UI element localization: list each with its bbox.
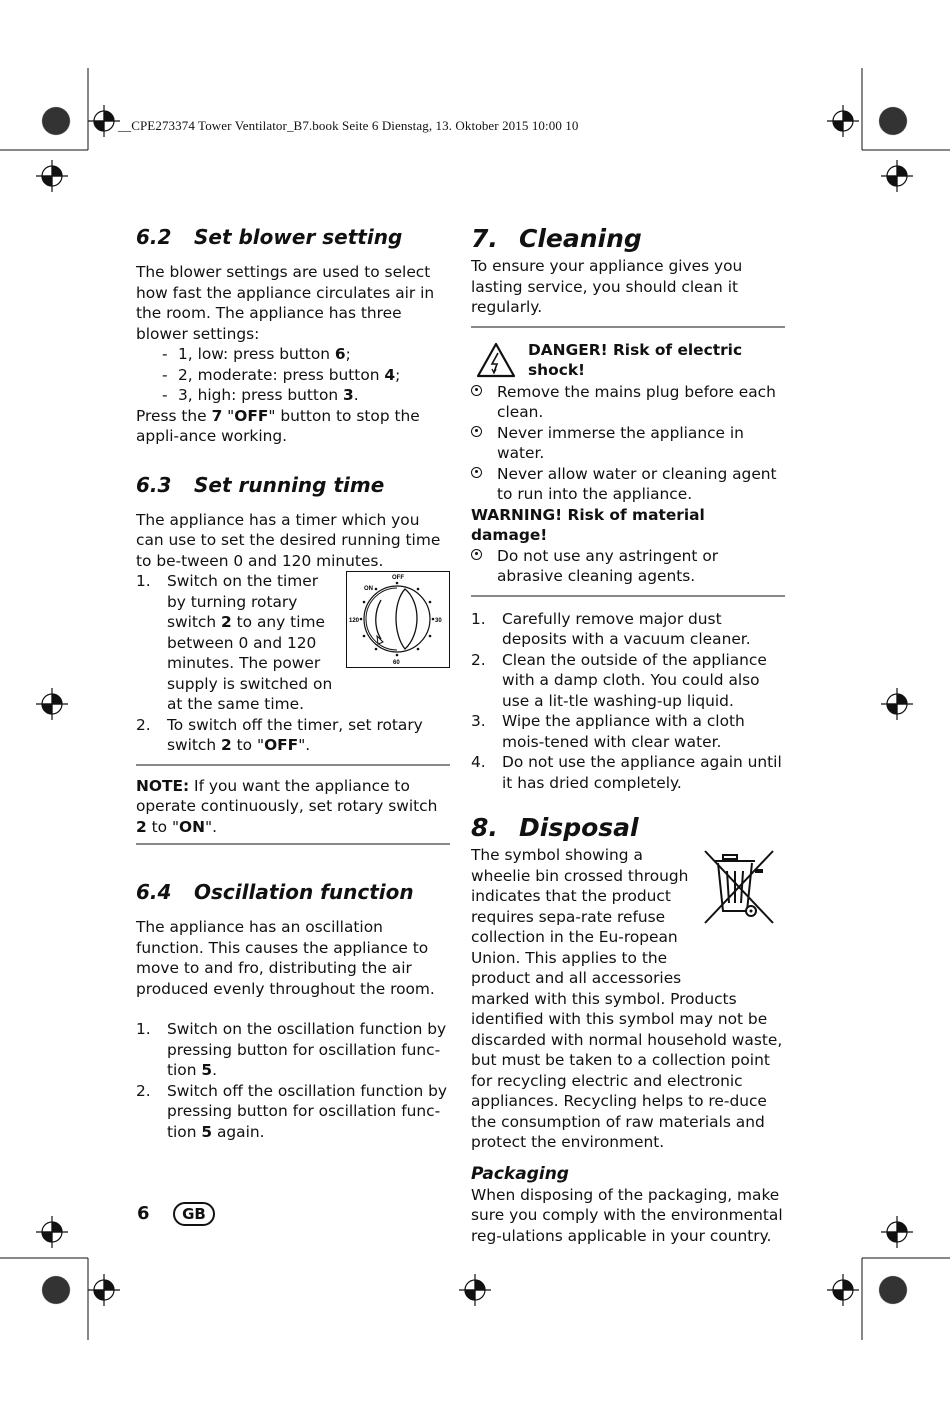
section-number: 6.2	[136, 225, 172, 249]
cleaning-steps-list	[471, 609, 785, 794]
list-item: Never immerse the appliance in water.	[471, 423, 785, 464]
danger-title: DANGER! Risk of electric shock!	[528, 340, 743, 379]
list-item: 1. Switch on the timer by turning rotary switch 2 to any time between 0 and 120 minutes. The power supply is switched on at the same time.	[136, 572, 333, 713]
timer-note: NOTE: If you want the appliance to operate continuously, set rotary switch 2 to "ON".	[136, 776, 438, 836]
section-title: Set blower setting	[194, 225, 403, 249]
list-item: 2. To switch off the timer, set rotary switch 2 to "OFF".	[136, 715, 423, 754]
stop-instruction: Press the 7 "OFF" button to stop the appli-ance working.	[136, 406, 420, 445]
timer-steps	[136, 571, 450, 756]
crossed-wheelie-bin-icon	[697, 847, 785, 929]
bullet-icon	[471, 549, 482, 560]
divider	[471, 326, 785, 328]
warning-list	[471, 546, 785, 587]
divider	[136, 764, 450, 766]
dial-label-60: 60	[393, 660, 400, 666]
danger-list	[471, 382, 785, 505]
list-item: 1. Switch on the oscillation function by pressing button for oscillation func-tion 5.	[136, 1020, 447, 1079]
section-number: 8.	[471, 813, 498, 842]
section-number: 6.3	[136, 472, 172, 497]
divider	[136, 843, 450, 845]
section-8-heading	[471, 813, 785, 843]
list-item: Do not use any astringent or abrasive cleaning agents.	[471, 546, 785, 587]
disposal-text-rest: marked with this symbol. Products identified with this symbol may not be discarded with normal household waste, but must be taken to a collection point for recycling electric and electronic appliances. Recycling helps to re-duce the consumption of raw materials and protect the environment.	[471, 989, 783, 1151]
packaging-heading: Packaging	[471, 1163, 569, 1184]
list-item: 3. Wipe the appliance with a cloth mois-tened with clear water.	[471, 712, 745, 751]
oscillation-intro: The appliance has an oscillation function. This causes the appliance to move to and fro, distributing the air produced evenly throughout the room.	[136, 918, 435, 998]
section-number: 7.	[471, 224, 498, 253]
section-6-3-heading	[136, 472, 450, 498]
danger-notice	[471, 340, 785, 382]
section-6-4-heading	[136, 879, 450, 905]
dial-label-off: OFF	[392, 575, 404, 581]
language-badge: GB	[173, 1202, 215, 1226]
blower-settings-list	[136, 344, 450, 406]
cleaning-intro: To ensure your appliance gives you lasting service, you should clean it regularly.	[471, 257, 743, 316]
left-column	[136, 224, 450, 1142]
section-title: Disposal	[519, 813, 639, 842]
bullet-icon	[471, 385, 482, 396]
dial-label-120: 120	[349, 618, 360, 624]
dial-label-30: 30	[435, 618, 442, 624]
electric-hazard-icon	[476, 342, 516, 378]
section-number: 6.4	[136, 880, 172, 904]
list-item: Remove the mains plug before each clean.	[471, 382, 785, 423]
list-item: Never allow water or cleaning agent to run into the appliance.	[471, 464, 785, 505]
list-item: - 2, moderate: press button 4;	[162, 365, 401, 384]
print-header: __CPE273374 Tower Ventilator_B7.book Seite 6 Dienstag, 13. Oktober 2015 10:00 10	[118, 118, 579, 133]
oscillation-steps-list	[136, 1019, 450, 1142]
disposal-text	[471, 845, 785, 1153]
list-item: - 1, low: press button 6;	[162, 345, 351, 363]
list-item: 2. Switch off the oscillation function by pressing button for oscillation func-tion 5 again.	[136, 1081, 448, 1141]
divider	[471, 595, 785, 597]
page-number: 6	[137, 1203, 150, 1224]
section-7-heading	[471, 224, 785, 254]
section-title: Set running time	[194, 472, 385, 497]
list-item: - 3, high: press button 3.	[162, 386, 359, 404]
list-item: 2. Clean the outside of the appliance with a damp cloth. You could also use a lit-tle washing-up liquid.	[471, 650, 767, 710]
right-column	[471, 224, 785, 1246]
bullet-icon	[471, 426, 482, 437]
list-item: 1. Carefully remove major dust deposits with a vacuum cleaner.	[471, 609, 751, 648]
disposal-text-wrapped: The symbol showing a wheelie bin crossed through indicates that the product requires sepa-rate refuse collection in the Eu-ropean Union. This applies to the product and all accessories	[471, 846, 689, 987]
section-title: Cleaning	[519, 224, 642, 253]
section-6-2-heading	[136, 224, 450, 250]
section-title: Oscillation function	[194, 880, 414, 904]
timer-intro: The appliance has a timer which you can use to set the desired running time to be-tween 0 and 120 minutes.	[136, 510, 441, 570]
bullet-icon	[471, 467, 482, 478]
timer-steps-list	[136, 571, 450, 756]
warning-title: WARNING! Risk of material damage!	[471, 505, 705, 544]
dial-label-on: ON	[364, 586, 373, 592]
packaging-text: When disposing of the packaging, make sure you comply with the environmental reg-ulations applicable in your country.	[471, 1185, 783, 1245]
blower-intro: The blower settings are used to select how fast the appliance circulates air in the room. The appliance has three blower settings:	[136, 263, 435, 343]
list-item: 4. Do not use the appliance again until it has dried completely.	[471, 753, 782, 792]
